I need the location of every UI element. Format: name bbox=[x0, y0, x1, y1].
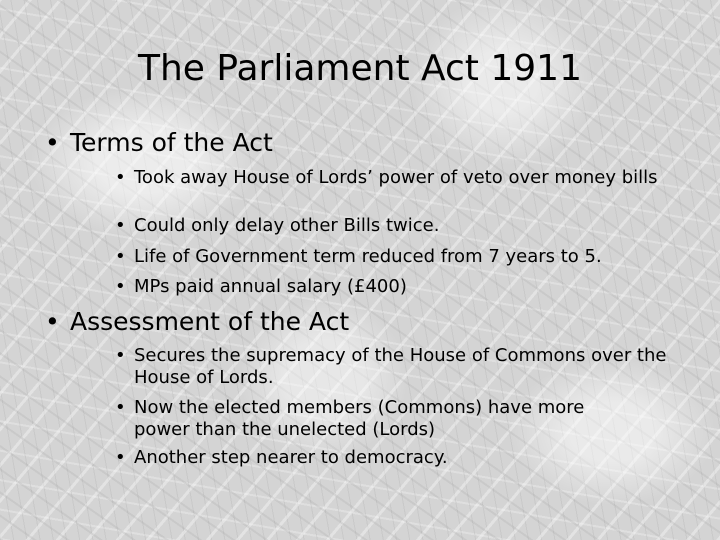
bullet-point bbox=[115, 345, 685, 389]
section-heading-terms bbox=[45, 128, 273, 158]
bullet-icon: • bbox=[45, 128, 60, 157]
section-heading-text: Terms of the Act bbox=[70, 128, 273, 157]
bullet-text: Now the elected members (Commons) have more power than the unelected (Lords) bbox=[134, 397, 585, 440]
bullet-icon: • bbox=[115, 397, 126, 418]
bullet-point bbox=[115, 246, 675, 268]
bullet-icon: • bbox=[115, 215, 126, 236]
bullet-text: Secures the supremacy of the House of Commons over the House of Lords. bbox=[134, 345, 667, 388]
bullet-point bbox=[115, 215, 675, 237]
bullet-text: MPs paid annual salary (£400) bbox=[134, 276, 407, 297]
bullet-point bbox=[115, 167, 675, 189]
section-heading-text: Assessment of the Act bbox=[70, 307, 350, 336]
bullet-point bbox=[115, 397, 635, 441]
bullet-icon: • bbox=[115, 167, 126, 188]
bullet-text: Life of Government term reduced from 7 years to 5. bbox=[134, 246, 602, 267]
bullet-text: Could only delay other Bills twice. bbox=[134, 215, 440, 236]
bullet-icon: • bbox=[115, 276, 126, 297]
bullet-icon: • bbox=[115, 345, 126, 366]
bullet-text: Took away House of Lords’ power of veto over money bills bbox=[134, 167, 658, 188]
section-heading-assessment bbox=[45, 307, 349, 337]
bullet-point bbox=[115, 276, 675, 298]
bullet-point bbox=[115, 447, 675, 469]
bullet-icon: • bbox=[115, 246, 126, 267]
bullet-text: Another step nearer to democracy. bbox=[134, 447, 448, 468]
slide-title: The Parliament Act 1911 bbox=[138, 48, 582, 89]
bullet-icon: • bbox=[45, 307, 60, 336]
bullet-icon: • bbox=[115, 447, 126, 468]
